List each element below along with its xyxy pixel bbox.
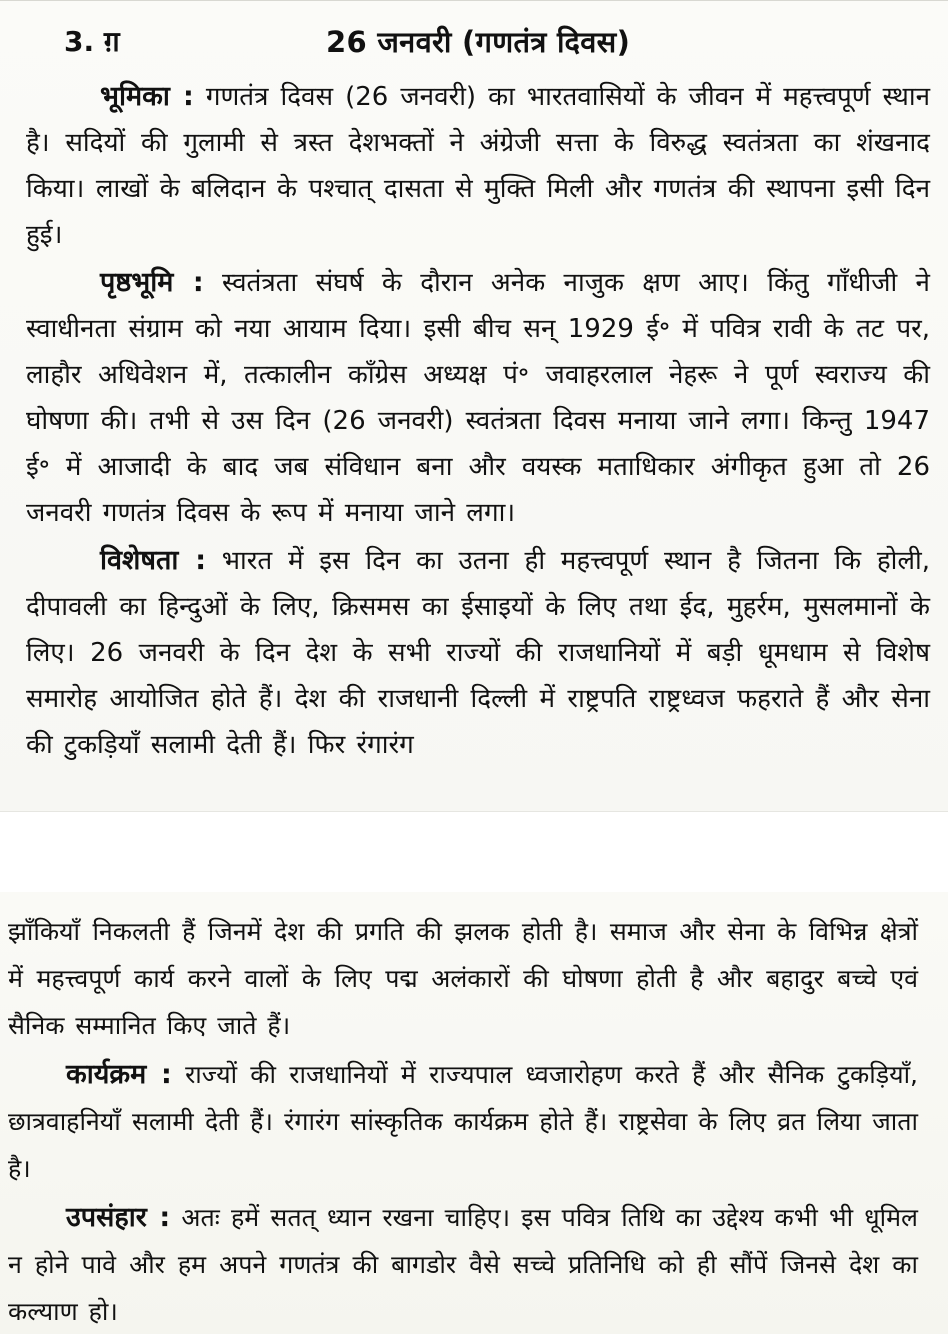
essay-header: [26, 22, 930, 66]
paragraph-prishthbhumi: [26, 260, 930, 536]
essay-title: 26 जनवरी (गणतंत्र दिवस): [326, 25, 631, 59]
page-gap: [0, 812, 948, 892]
label-prishthbhumi: पृष्ठभूमि :: [100, 267, 204, 298]
question-number: 3. ग़: [64, 25, 120, 58]
text-prishthbhumi: स्वतंत्रता संघर्ष के दौरान अनेक नाजुक क्षण आए। किंतु गाँधीजी ने स्वाधीनता संग्राम को नया आयाम दिया। इसी बीच सन् 1929 ई॰ में पवित्र रावी के तट पर, लाहौर अधिवेशन में, तत्कालीन काँग्रेस अध्यक्ष पं॰ जवाहरलाल नेहरू ने पूर्ण स्वराज्य की घोषणा की। तभी से उस दिन (26 जनवरी) स्वतंत्रता दिवस मनाया जाने लगा। किन्तु 1947 ई॰ में आजादी के बाद जब संविधान बना और वयस्क मताधिकार अंगीकृत हुआ तो 26 जनवरी गणतंत्र दिवस के रूप में मनाया जाने लगा।: [26, 268, 930, 528]
text-visheshta: भारत में इस दिन का उतना ही महत्त्वपूर्ण स्थान है जितना कि होली, दीपावली का हिन्दुओं के लिए, क्रिसमस का ईसाइयों के लिए तथा ईद, मुहर्रम, मुसलमानों के लिए। 26 जनवरी के दिन देश के सभी राज्यों की राजधानियों में बड़ी धूमधाम से विशेष समारोह आयोजित होते हैं। देश की राजधानी दिल्ली में राष्ट्रपति राष्ट्रध्वज फहराते हैं और सेना की टुकड़ियाँ सलामी देती हैं। फिर रंगारंग: [26, 546, 930, 760]
paragraph-bhumika: [26, 74, 930, 258]
text-karyakram: राज्यों की राजधानियों में राज्यपाल ध्वजारोहण करते हैं और सैनिक टुकड़ियाँ, छात्रवाहनियाँ सलामी देती हैं। रंगारंग सांस्कृतिक कार्यक्रम होते हैं। राष्ट्रसेवा के लिए व्रत लिया जाता है।: [8, 1060, 918, 1183]
paragraph-upsanhar: [8, 1194, 918, 1335]
label-bhumika: भूमिका :: [100, 81, 194, 112]
label-karyakram: कार्यक्रम :: [66, 1059, 172, 1090]
label-visheshta: विशेषता :: [100, 545, 207, 576]
paragraph-visheshta: [26, 538, 930, 768]
text-bhumika: गणतंत्र दिवस (26 जनवरी) का भारतवासियों के जीवन में महत्त्वपूर्ण स्थान है। सदियों की गुलामी से त्रस्त देशभक्तों ने अंग्रेजी सत्ता के विरुद्ध स्वतंत्रता का शंखनाद किया। लाखों के बलिदान के पश्चात् दासता से मुक्ति मिली और गणतंत्र की स्थापना इसी दिन हुई।: [26, 82, 931, 250]
text-upsanhar: अतः हमें सतत् ध्यान रखना चाहिए। इस पवित्र तिथि का उद्देश्य कभी भी धूमिल न होने पावे और हम अपने गणतंत्र की बागडोर वैसे सच्चे प्रतिनिधि को ही सौंपें जिनसे देश का कल्याण हो।: [8, 1203, 918, 1326]
paragraph-karyakram: [8, 1051, 918, 1192]
text-continuation: झाँकियाँ निकलती हैं जिनमें देश की प्रगति की झलक होती है। समाज और सेना के विभिन्न क्षेत्रों में महत्त्वपूर्ण कार्य करने वालों के लिए पद्म अलंकारों की घोषणा होती है और बहादुर बच्चे एवं सैनिक सम्मानित किए जाते हैं।: [8, 917, 918, 1040]
bottom-page-section: [0, 892, 948, 1334]
paragraph-continuation: [8, 908, 918, 1049]
label-upsanhar: उपसंहार :: [66, 1202, 171, 1233]
